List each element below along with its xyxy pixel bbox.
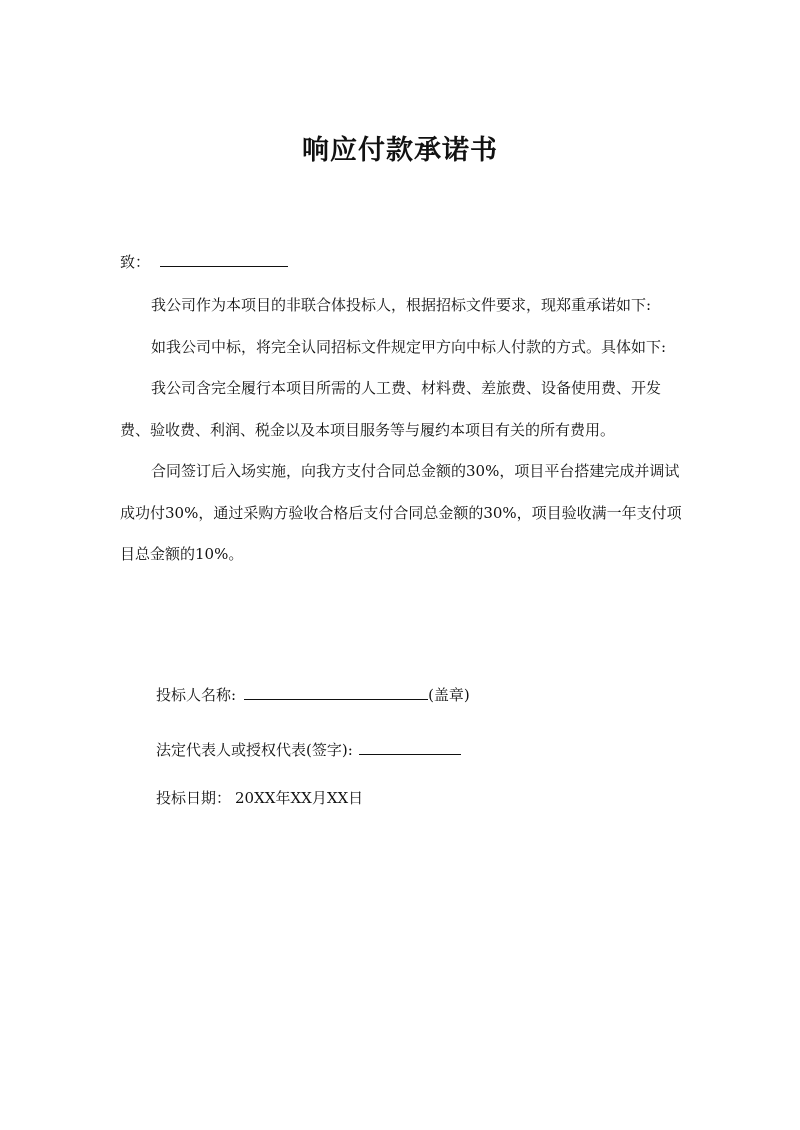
bid-date-value: 20XX年XX月XX日 xyxy=(235,789,364,807)
bidder-name-blank xyxy=(244,683,428,700)
bid-date-line xyxy=(156,788,363,808)
representative-blank xyxy=(359,738,461,755)
bid-date-label: 投标日期： xyxy=(156,789,232,807)
body-text xyxy=(120,285,682,576)
bidder-name-label: 投标人名称: xyxy=(156,686,237,704)
document-title: 响应付款承诺书 xyxy=(302,135,498,166)
seal-note: (盖章) xyxy=(428,686,470,704)
bidder-name-line xyxy=(156,683,470,705)
recipient-blank xyxy=(160,250,288,267)
representative-line xyxy=(156,738,461,760)
paragraph-fees: 我公司含完全履行本项目所需的人工费、材料费、差旅费、设备使用费、开发费、验收费、利润、税金以及本项目服务等与履约本项目有关的所有费用。 xyxy=(120,379,662,439)
paragraph-intro: 我公司作为本项目的非联合体投标人，根据招标文件要求，现郑重承诺如下: xyxy=(151,296,652,314)
recipient-label: 致： xyxy=(120,253,151,271)
paragraph-payment-method: 如我公司中标，将完全认同招标文件规定甲方向中标人付款的方式。具体如下: xyxy=(151,337,667,356)
recipient-line xyxy=(120,250,288,272)
paragraph-payment-schedule: 合同签订后入场实施，向我方支付合同总金额的30%，项目平台搭建完成并调试成功付30%，通过采购方验收合格后支付合同总金额的30%，项目验收满一年支付项目总金额的10%。 xyxy=(120,462,682,563)
representative-label: 法定代表人或授权代表(签字): xyxy=(156,741,353,759)
